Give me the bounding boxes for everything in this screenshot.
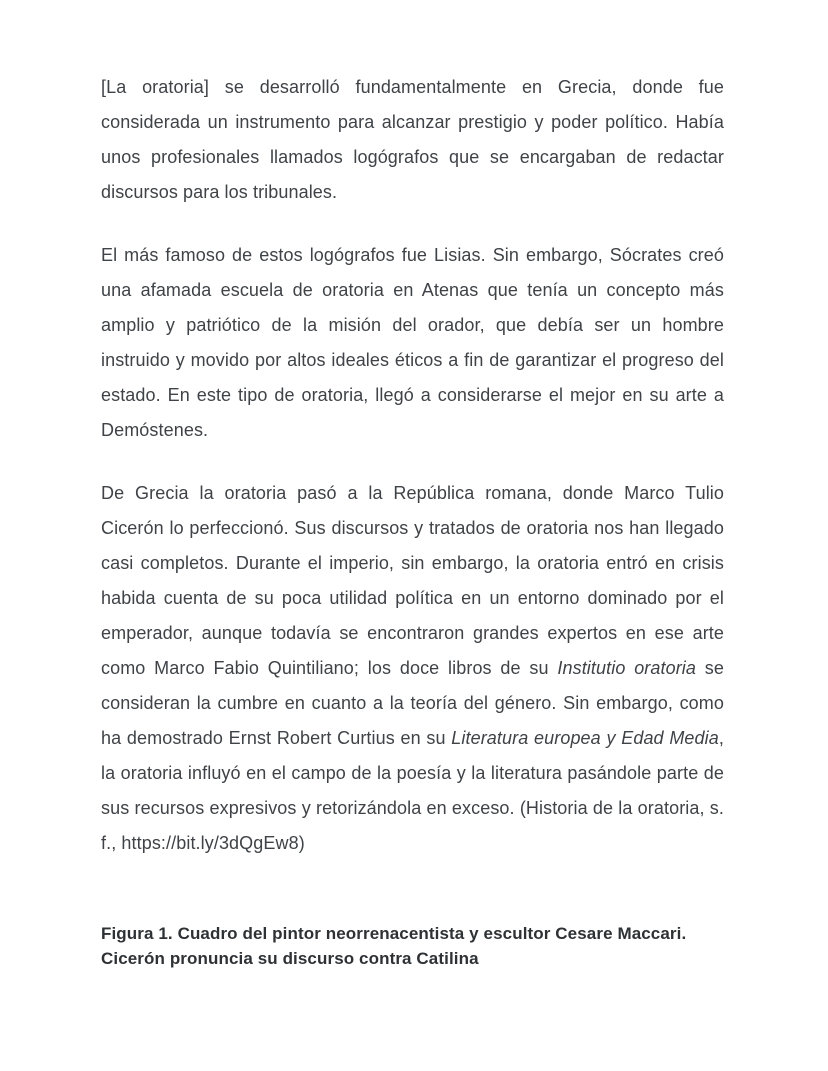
paragraph-oratoria-grecia: [La oratoria] se desarrolló fundamentalmente en Grecia, donde fue considerada un instrumento para alcanzar prestigio y poder político. Había unos profesionales llamados logógrafos que se encargaban de redactar discursos para los tribunales.	[101, 77, 724, 202]
figure-caption-line-1: Figura 1. Cuadro del pintor neorrenacentista y escultor Cesare Maccari.	[101, 924, 687, 943]
paragraph-logografos-socrates: El más famoso de estos logógrafos fue Lisias. Sin embargo, Sócrates creó una afamada escuela de oratoria en Atenas que tenía un concepto más amplio y patriótico de la misión del orador, que debía ser un hombre instruido y movido por altos ideales éticos a fin de garantizar el progreso del estado. En este tipo de oratoria, llegó a considerarse el mejor en su arte a Demóstenes.	[101, 245, 724, 440]
figure-caption-line-2: Cicerón pronuncia su discurso contra Catilina	[101, 949, 479, 968]
paragraph-republica-romana: De Grecia la oratoria pasó a la República romana, donde Marco Tulio Cicerón lo perfeccionó. Sus discursos y tratados de oratoria nos han llegado casi completos. Durante el imperio, sin embargo, la oratoria entró en crisis habida cuenta de su poca utilidad política en un entorno dominado por el emperador, aunque todavía se encontraron grandes expertos en ese arte como Marco Fabio Quintiliano; los doce libros de su Institutio oratoria se consideran la cumbre en cuanto a la teoría del género. Sin embargo, como ha demostrado Ernst Robert Curtius en su Literatura europea y Edad Media, la oratoria influyó en el campo de la poesía y la literatura pasándole parte de sus recursos expresivos y retorizándola en exceso. (Historia de la oratoria, s. f., https://bit.ly/3dQgEw8)	[101, 483, 725, 853]
figure-caption	[101, 921, 724, 971]
document-body	[101, 70, 724, 971]
